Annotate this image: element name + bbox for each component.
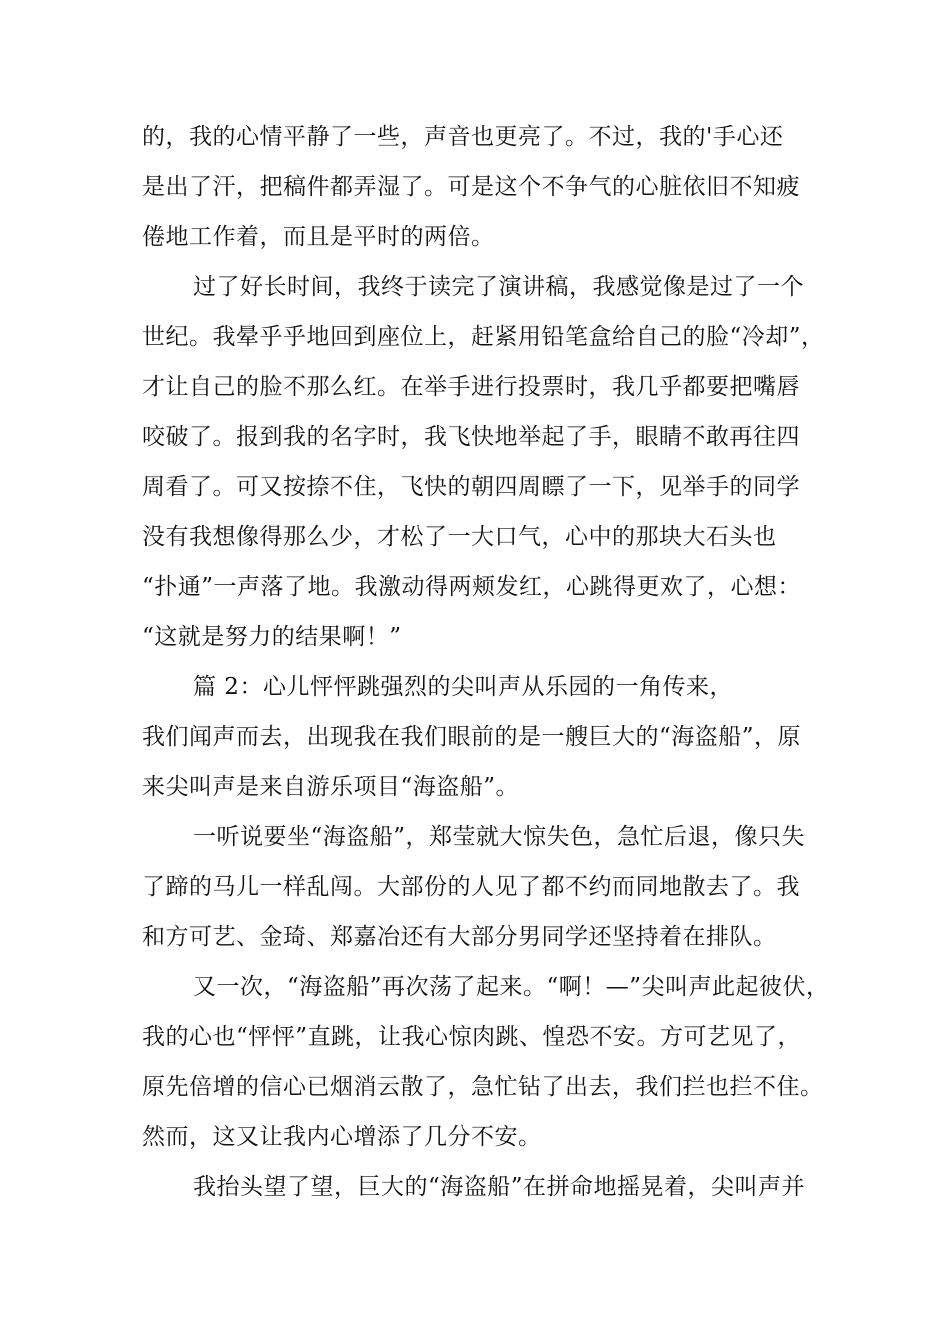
text-line: “这就是努力的结果啊！” — [142, 624, 402, 650]
paragraph-start-line: 一听说要坐“海盗船”，郑莹就大惊失色，急忙后退，像只失 — [193, 824, 806, 850]
paragraph-start-line: 过了好长时间，我终于读完了演讲稿，我感觉像是过了一个 — [193, 274, 804, 300]
text-line: 来尖叫声是来自游乐项目“海盗船”。 — [142, 774, 520, 800]
text-line: “扑通”一声落了地。我激动得两颊发红，心跳得更欢了，心想： — [142, 574, 802, 600]
text-line: 的，我的心情平静了一些，声音也更亮了。不过，我的'手心还 — [142, 124, 784, 150]
text-line: 我们闻声而去，出现我在我们眼前的是一艘巨大的“海盗船”，原 — [142, 724, 802, 750]
paragraph-start-line: 又一次，“海盗船”再次荡了起来。“啊！—”尖叫声此起彼伏， — [193, 974, 830, 1000]
paragraph-start-line: 篇 2：心儿怦怦跳强烈的尖叫声从乐园的一角传来， — [193, 674, 733, 700]
text-line: 咬破了。报到我的名字时，我飞快地举起了手，眼睛不敢再往四 — [142, 424, 800, 450]
text-line: 了蹄的马儿一样乱闯。大部份的人见了都不约而同地散去了。我 — [142, 874, 800, 900]
text-line: 然而，这又让我内心增添了几分不安。 — [142, 1124, 542, 1150]
text-line: 是出了汗，把稿件都弄湿了。可是这个不争气的心脏依旧不知疲 — [142, 174, 800, 200]
text-line: 我的心也“怦怦”直跳，让我心惊肉跳、惶恐不安。方可艺见了， — [142, 1024, 802, 1050]
text-line: 和方可艺、金琦、郑嘉冶还有大部分男同学还坚持着在排队。 — [142, 924, 777, 950]
paragraph-start-line: 我抬头望了望，巨大的“海盗船”在拼命地摇晃着，尖叫声并 — [193, 1174, 806, 1200]
text-line: 周看了。可又按捺不住，飞快的朝四周瞟了一下，见举手的同学 — [142, 474, 800, 500]
text-line: 才让自己的脸不那么红。在举手进行投票时，我几乎都要把嘴唇 — [142, 374, 800, 400]
text-line: 原先倍增的信心已烟消云散了，急忙钻了出去，我们拦也拦不住。 — [142, 1074, 824, 1100]
text-line: 没有我想像得那么少，才松了一大口气，心中的那块大石头也 — [142, 524, 777, 550]
text-line: 倦地工作着，而且是平时的两倍。 — [142, 224, 495, 250]
text-line: 世纪。我晕乎乎地回到座位上，赶紧用铅笔盒给自己的脸“冷却”， — [142, 324, 825, 350]
